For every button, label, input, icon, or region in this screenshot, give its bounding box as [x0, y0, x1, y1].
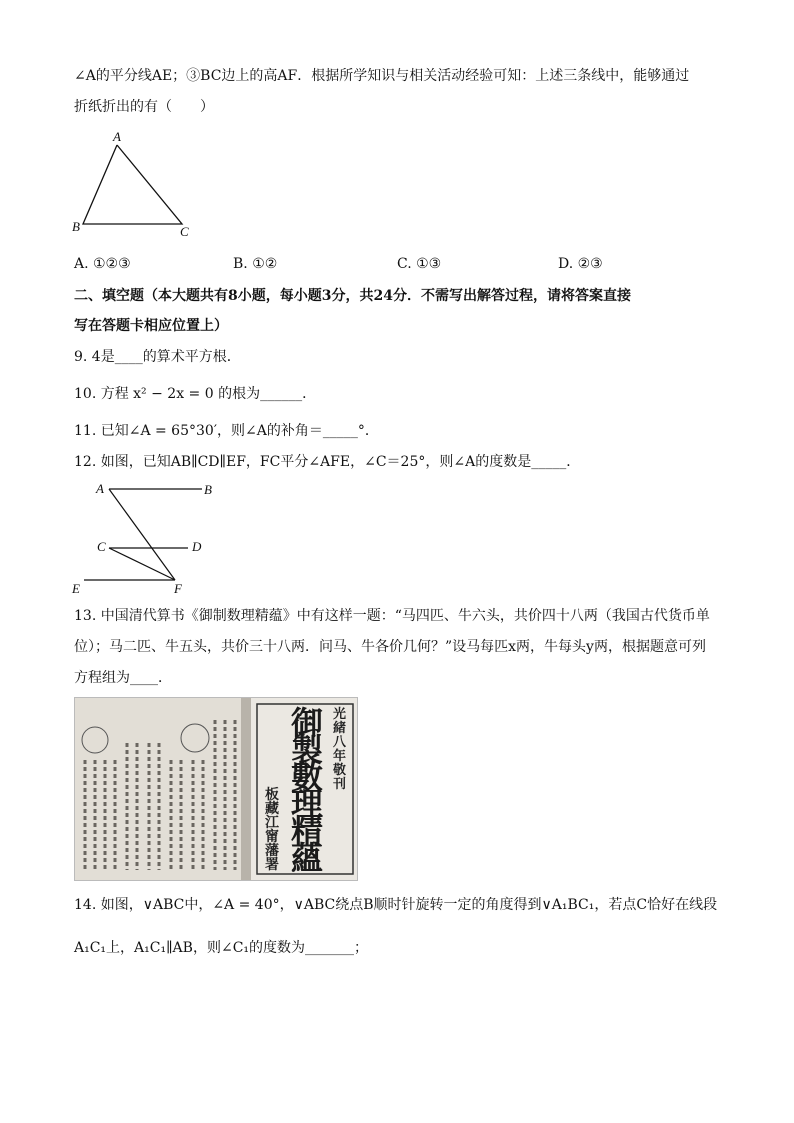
triangle-label-b: B — [72, 219, 80, 234]
q13-text-line1: 13. 中国清代算书《御制数理精蕴》中有这样一题：“马四匹、牛六头，共价四十八两（我国古代货币单 — [74, 608, 710, 624]
label-a: A — [96, 481, 104, 496]
q12-text: 12. 如图，已知AB∥CD∥EF，FC平分∠AFE，∠C＝25°，则∠A的度数是_____． — [74, 454, 581, 470]
triangle-label-a: A — [113, 129, 121, 144]
triangle-figure — [66, 126, 206, 241]
parallel-lines-figure — [66, 476, 236, 598]
q13-text-line3: 方程组为____． — [74, 670, 172, 686]
option-b[interactable]: B. ①② — [233, 256, 278, 272]
option-c[interactable]: C. ①③ — [397, 256, 442, 272]
triangle-label-c: C — [180, 224, 189, 239]
label-d: D — [192, 539, 202, 554]
section2-heading-line2: 写在答题卡相应位置上） — [74, 318, 228, 334]
section2-heading-line1: 二、填空题（本大题共有8小题，每小题3分，共24分．不需写出解答过程，请将答案直接 — [74, 288, 631, 304]
q13-text-line2: 位）；马二匹、牛五头，共价三十八两．问马、牛各价几何？”设马每匹x两，牛每头y两，根据题意可列 — [74, 639, 706, 655]
q8-text-line2: 折纸折出的有（ ） — [74, 99, 214, 115]
q14-text-line1: 14. 如图，∨ABC中，∠A = 40°，∨ABC绕点B顺时针旋转一定的角度得到∨A₁BC₁，若点C恰好在线段 — [74, 897, 718, 913]
q14-text-line2: A₁C₁上，A₁C₁∥AB，则∠C₁的度数为_______； — [74, 940, 369, 956]
q11-text: 11. 已知∠A = 65°30′，则∠A的补角＝_____°． — [74, 423, 379, 439]
label-f: F — [174, 581, 182, 596]
q8-text-line1: ∠A的平分线AE；③BC边上的高AF．根据所学知识与相关活动经验可知：上述三条线中，能够通过 — [74, 68, 690, 84]
book-cover-side-text: 板藏江甯藩署 — [265, 787, 279, 873]
label-c: C — [97, 539, 106, 554]
q10-text: 10. 方程 x² − 2x = 0 的根为______． — [74, 386, 317, 402]
label-b: B — [204, 482, 212, 497]
option-a[interactable]: A. ①②③ — [74, 256, 131, 272]
book-cover-title: 御製數理精蘊 — [291, 704, 324, 877]
label-e: E — [72, 581, 80, 596]
q9-text: 9. 4是____的算术平方根． — [74, 349, 241, 365]
book-photo — [74, 697, 358, 881]
book-cover-top-text: 光緒八年敬刊 — [333, 707, 347, 792]
option-d[interactable]: D. ②③ — [558, 256, 603, 272]
